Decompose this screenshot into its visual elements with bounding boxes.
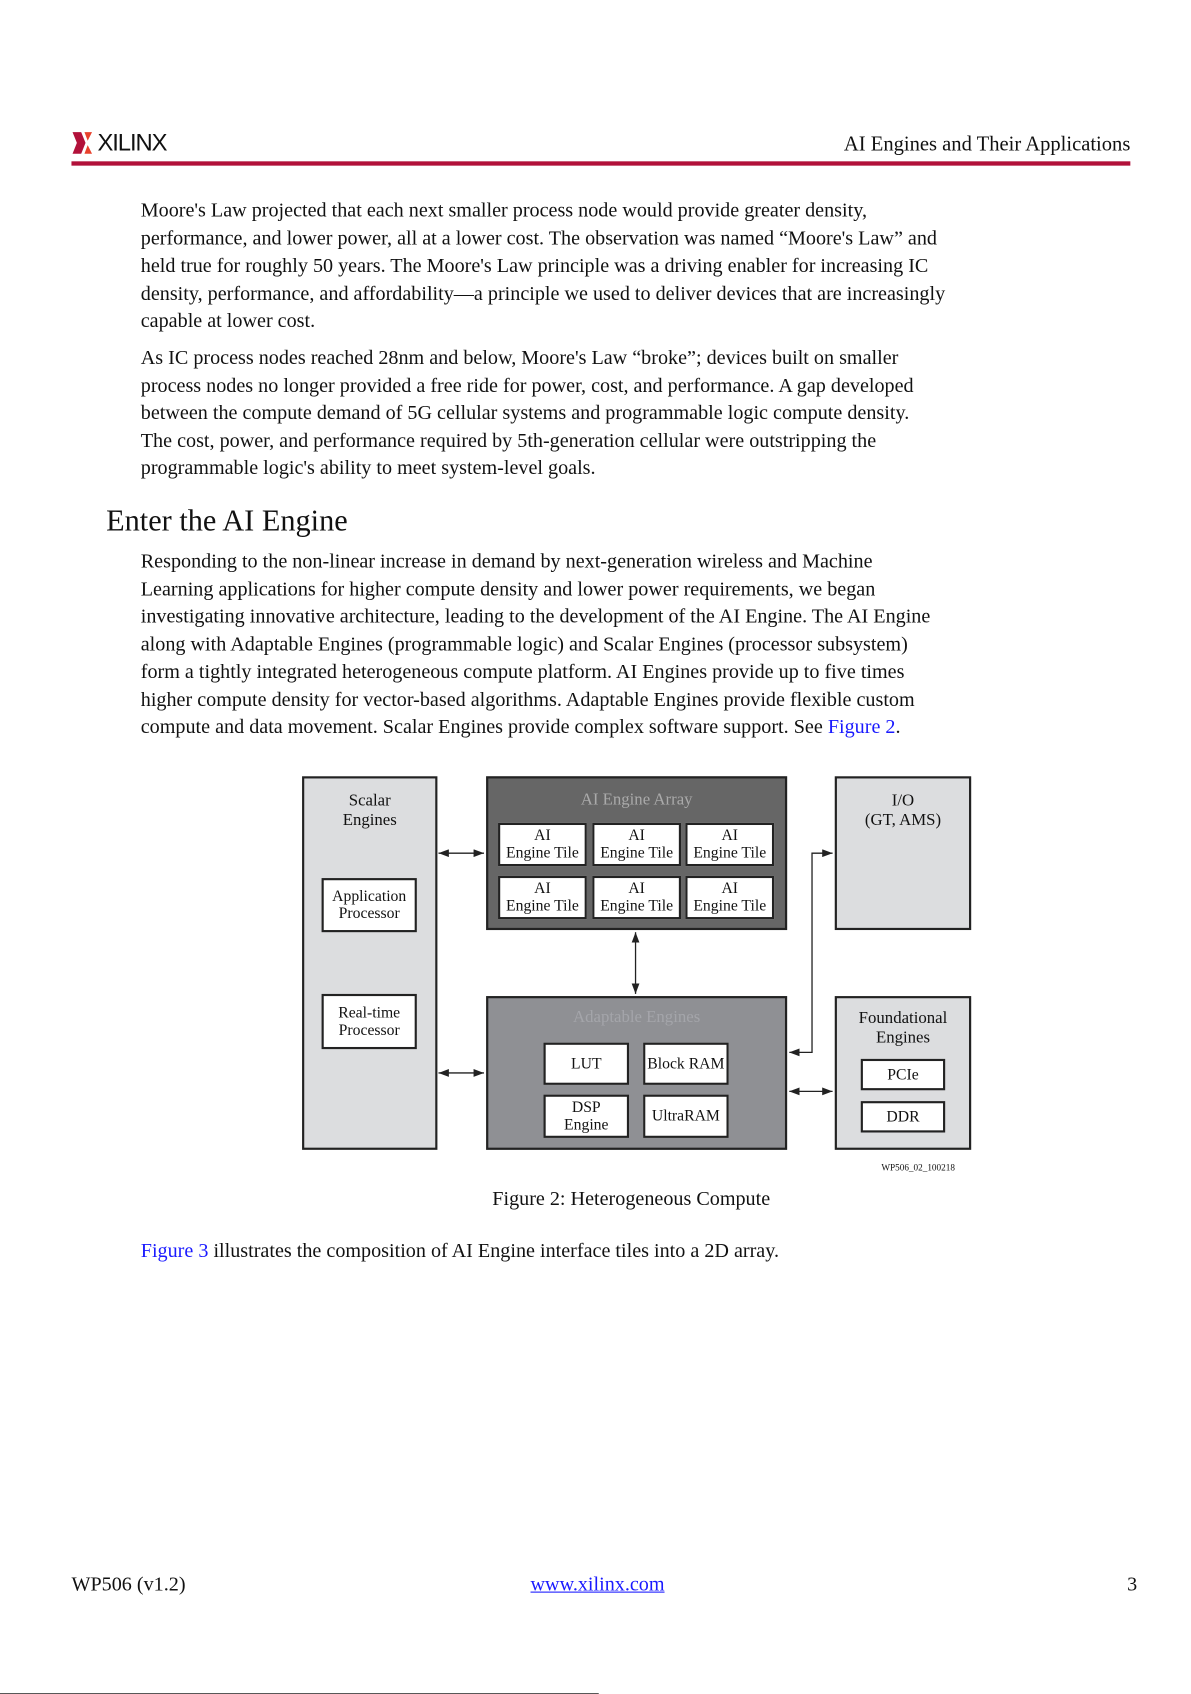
label: AI [628, 880, 645, 898]
label: Engines [875, 1028, 931, 1047]
io-block [835, 776, 971, 930]
ai-engine-tile [498, 823, 587, 866]
block-ram-box [643, 1043, 729, 1085]
label: Engines [342, 810, 397, 830]
ai-engine-tile [592, 876, 681, 919]
label: DDR [886, 1108, 920, 1126]
figure-3-link[interactable]: Figure 3 [140, 1239, 209, 1263]
figure-id: WP506_02_100218 [881, 1161, 955, 1173]
text-line: programmable logic's ability to meet system-level goals. [140, 456, 596, 480]
label: AI [534, 880, 551, 898]
label: Application [332, 887, 407, 906]
label: Engine Tile [600, 897, 674, 915]
text-line: Learning applications for higher compute density and lower power requirements, we began [140, 577, 876, 601]
figure-caption: Figure 2: Heterogeneous Compute [492, 1187, 771, 1211]
text-line: Responding to the non-linear increase in demand by next-generation wireless and Machine [140, 550, 873, 573]
header-title: AI Engines and Their Applications [843, 133, 1131, 156]
label: Processor [338, 905, 400, 923]
footer-doc-id: WP506 (v1.2) [71, 1573, 186, 1596]
text-line: between the compute demand of 5G cellular systems and programmable logic compute density. [140, 401, 910, 425]
text-line: performance, and lower power, all at a lower cost. The observation was named “Moore's Law” and [140, 226, 937, 250]
label: Foundational [858, 1009, 948, 1028]
text-line: investigating innovative architecture, leading to the development of the AI Engine. The AI Engine [140, 605, 931, 628]
text-line: along with Adaptable Engines (programmable logic) and Scalar Engines (processor subsystem) [140, 632, 908, 656]
label: DSP [571, 1098, 601, 1117]
label: Block RAM [647, 1055, 725, 1073]
scalar-title [304, 791, 435, 830]
label: AI [534, 827, 551, 845]
ai-engine-tile [592, 823, 681, 866]
text: illustrates the composition of AI Engine interface tiles into a 2D array. [208, 1239, 780, 1263]
section-heading: Enter the AI Engine [106, 504, 348, 539]
text-line: held true for roughly 50 years. The Moore's Law principle was a driving enabler for increasing IC [140, 254, 929, 278]
ai-array-title: AI Engine Array [580, 790, 693, 809]
label: LUT [571, 1055, 602, 1073]
logo-text: XILINX [97, 128, 167, 156]
pcie-box [861, 1059, 945, 1090]
text-line: higher compute density for vector-based algorithms. Adaptable Engines provide flexible custom [140, 688, 915, 711]
label: AI [721, 827, 739, 845]
page-number: 3 [1127, 1573, 1138, 1596]
adaptable-engines-block [486, 996, 787, 1150]
text-line: capable at lower cost. [140, 309, 316, 333]
footer-url-link[interactable]: www.xilinx.com [530, 1573, 665, 1596]
label: I/O [891, 791, 915, 810]
label: UltraRAM [651, 1107, 720, 1125]
label: AI [628, 827, 645, 845]
scalar-engines-block [302, 776, 437, 1150]
label: (GT, AMS) [864, 810, 942, 830]
text-line: density, performance, and affordability—a principle we used to deliver devices that are increasingly [140, 282, 946, 305]
adaptable-title: Adaptable Engines [573, 1007, 701, 1027]
label: Real-time [338, 1004, 401, 1022]
label: Engine Tile [600, 844, 674, 862]
label: Engine Tile [693, 897, 767, 915]
text-line: process nodes no longer provided a free ride for power, cost, and performance. A gap developed [140, 374, 914, 397]
ddr-box [861, 1101, 945, 1132]
application-processor-box [322, 878, 417, 932]
label: Engine [564, 1116, 609, 1134]
text: . [895, 715, 901, 739]
label: Engine Tile [693, 844, 767, 862]
text: compute and data movement. Scalar Engines provide complex software support. See [140, 715, 828, 739]
label: Processor [338, 1021, 400, 1039]
lut-box [544, 1043, 630, 1085]
label: PCIe [887, 1065, 919, 1084]
ultraram-box [643, 1095, 729, 1138]
ai-engine-tile [498, 876, 587, 919]
label: Scalar [348, 791, 391, 810]
dsp-engine-box [544, 1095, 630, 1138]
label: AI [721, 880, 739, 898]
ai-engine-tile [685, 876, 774, 919]
label: Engine Tile [506, 844, 579, 862]
text-line: As IC process nodes reached 28nm and below, Moore's Law “broke”; devices built on smaller [140, 346, 899, 370]
text-line: form a tightly integrated heterogeneous compute platform. AI Engines provide up to five times [140, 660, 905, 684]
text-line: Moore's Law projected that each next smaller process node would provide greater density, [140, 199, 868, 222]
paragraph-figure-3 [141, 1238, 1072, 1266]
figure-2-link[interactable]: Figure 2 [827, 715, 896, 739]
realtime-processor-box [322, 994, 417, 1049]
ai-engine-tile [685, 823, 774, 866]
text-line: The cost, power, and performance required by 5th-generation cellular were outstripping the [140, 429, 877, 453]
label: Engine Tile [506, 897, 579, 915]
